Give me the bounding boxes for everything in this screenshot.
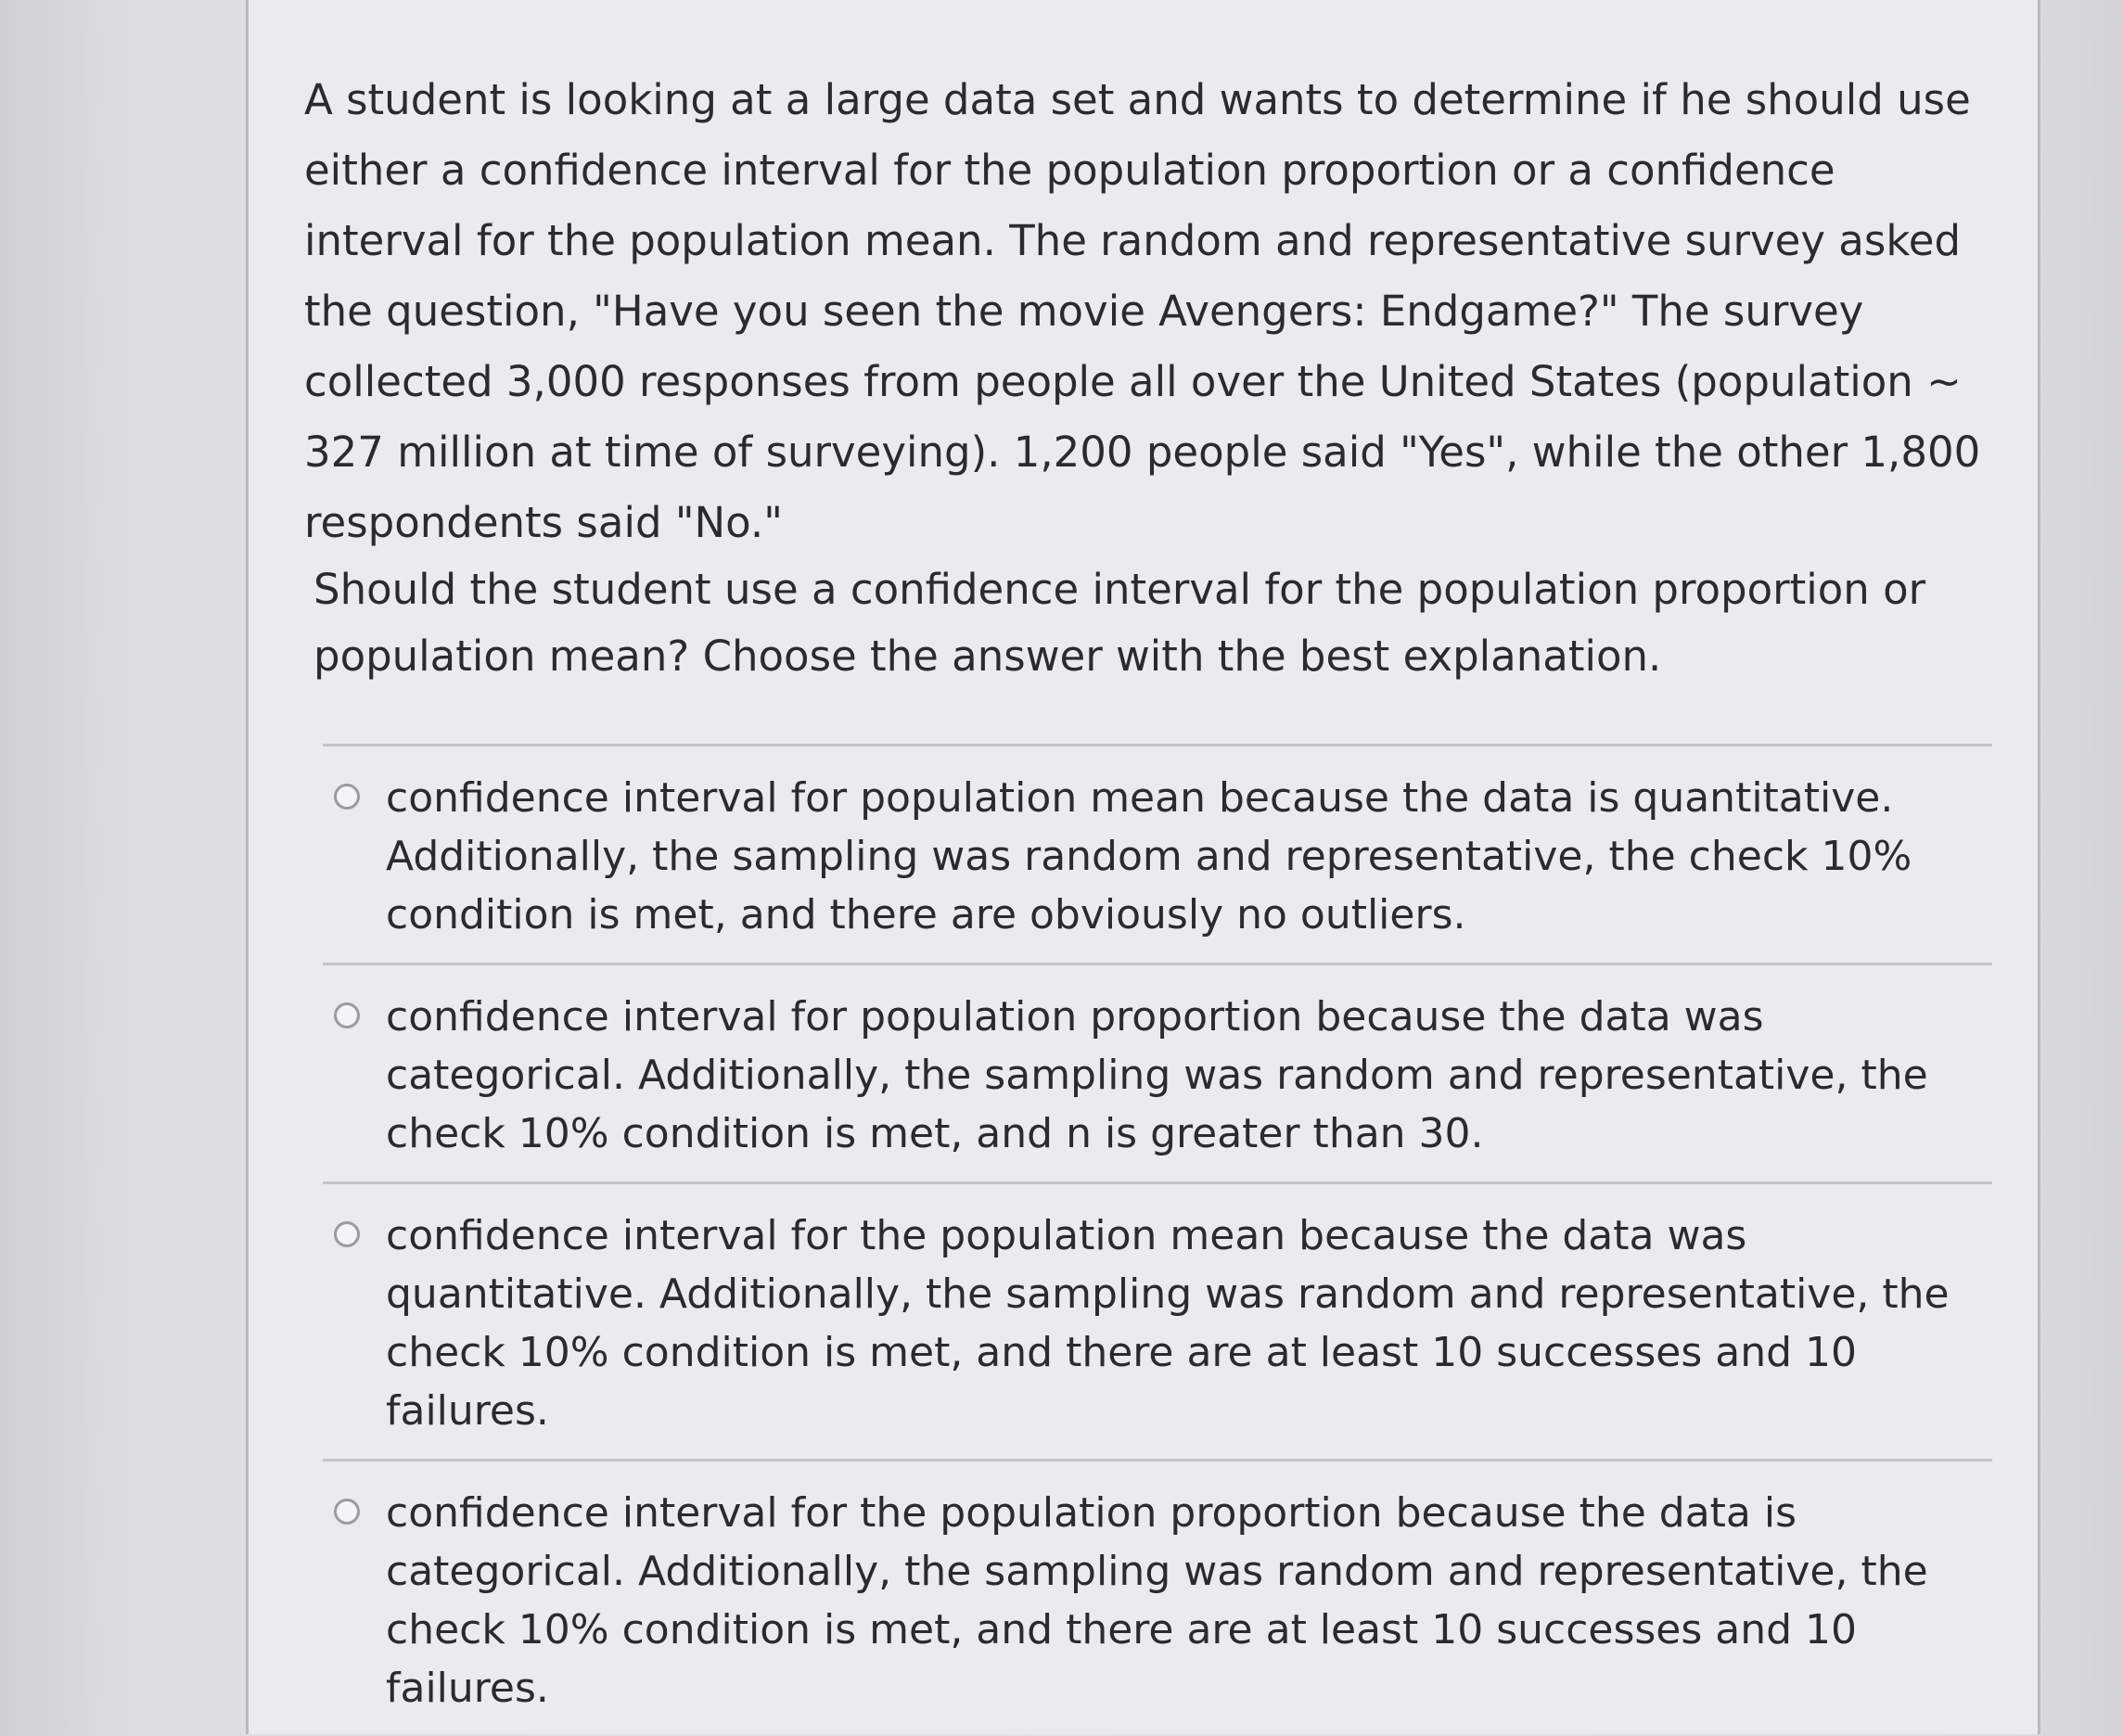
answer-option-2-label: confidence interval for population proportion because the data was categorical. Additionally, the sampling was random and representative, the check 10% condition is met, and n is greater than 30.	[386, 993, 1928, 1157]
answer-option-1[interactable]	[323, 747, 1992, 963]
answer-option-3-label: confidence interval for the population mean because the data was quantitative. Additionally, the sampling was random and representative, the check 10% condition is met, and there are at least 10 successes and 10 failures.	[386, 1212, 1950, 1435]
answer-option-4[interactable]	[323, 1462, 1992, 1736]
answer-option-4-label: confidence interval for the population proportion because the data is categorical. Additionally, the sampling was random and representative, the check 10% condition is met, and there are at least 10 successes and 10 failures.	[386, 1489, 1928, 1712]
radio-button-4[interactable]	[334, 1499, 360, 1525]
radio-button-2[interactable]	[334, 1002, 360, 1028]
answer-option-2[interactable]	[323, 965, 1992, 1181]
radio-button-3[interactable]	[334, 1221, 360, 1247]
answer-option-3[interactable]	[323, 1184, 1992, 1459]
answer-options	[323, 744, 1992, 1736]
question-prompt: Should the student use a confidence interval for the population proportion or population mean? Choose the answer with the best explanation.	[313, 565, 1926, 681]
question-panel	[246, 0, 2040, 1734]
radio-button-1[interactable]	[334, 784, 360, 810]
answer-option-1-label: confidence interval for population mean because the data is quantitative. Additionally, the sampling was random and representative, the check 10% condition is met, and there are obviously no outliers.	[386, 774, 1912, 938]
question-text: A student is looking at a large data set and wants to determine if he should use either a confidence interval for the population proportion or a confidence interval for the population mean. The random and representative survey asked the question, "Have you seen the movie Avengers: Endgame?" The survey collected 3,000 responses from people all over the United States (population ~ 327 million at time of surveying). 1,200 people said "Yes", while the other 1,800 respondents said "No."	[304, 75, 1981, 547]
